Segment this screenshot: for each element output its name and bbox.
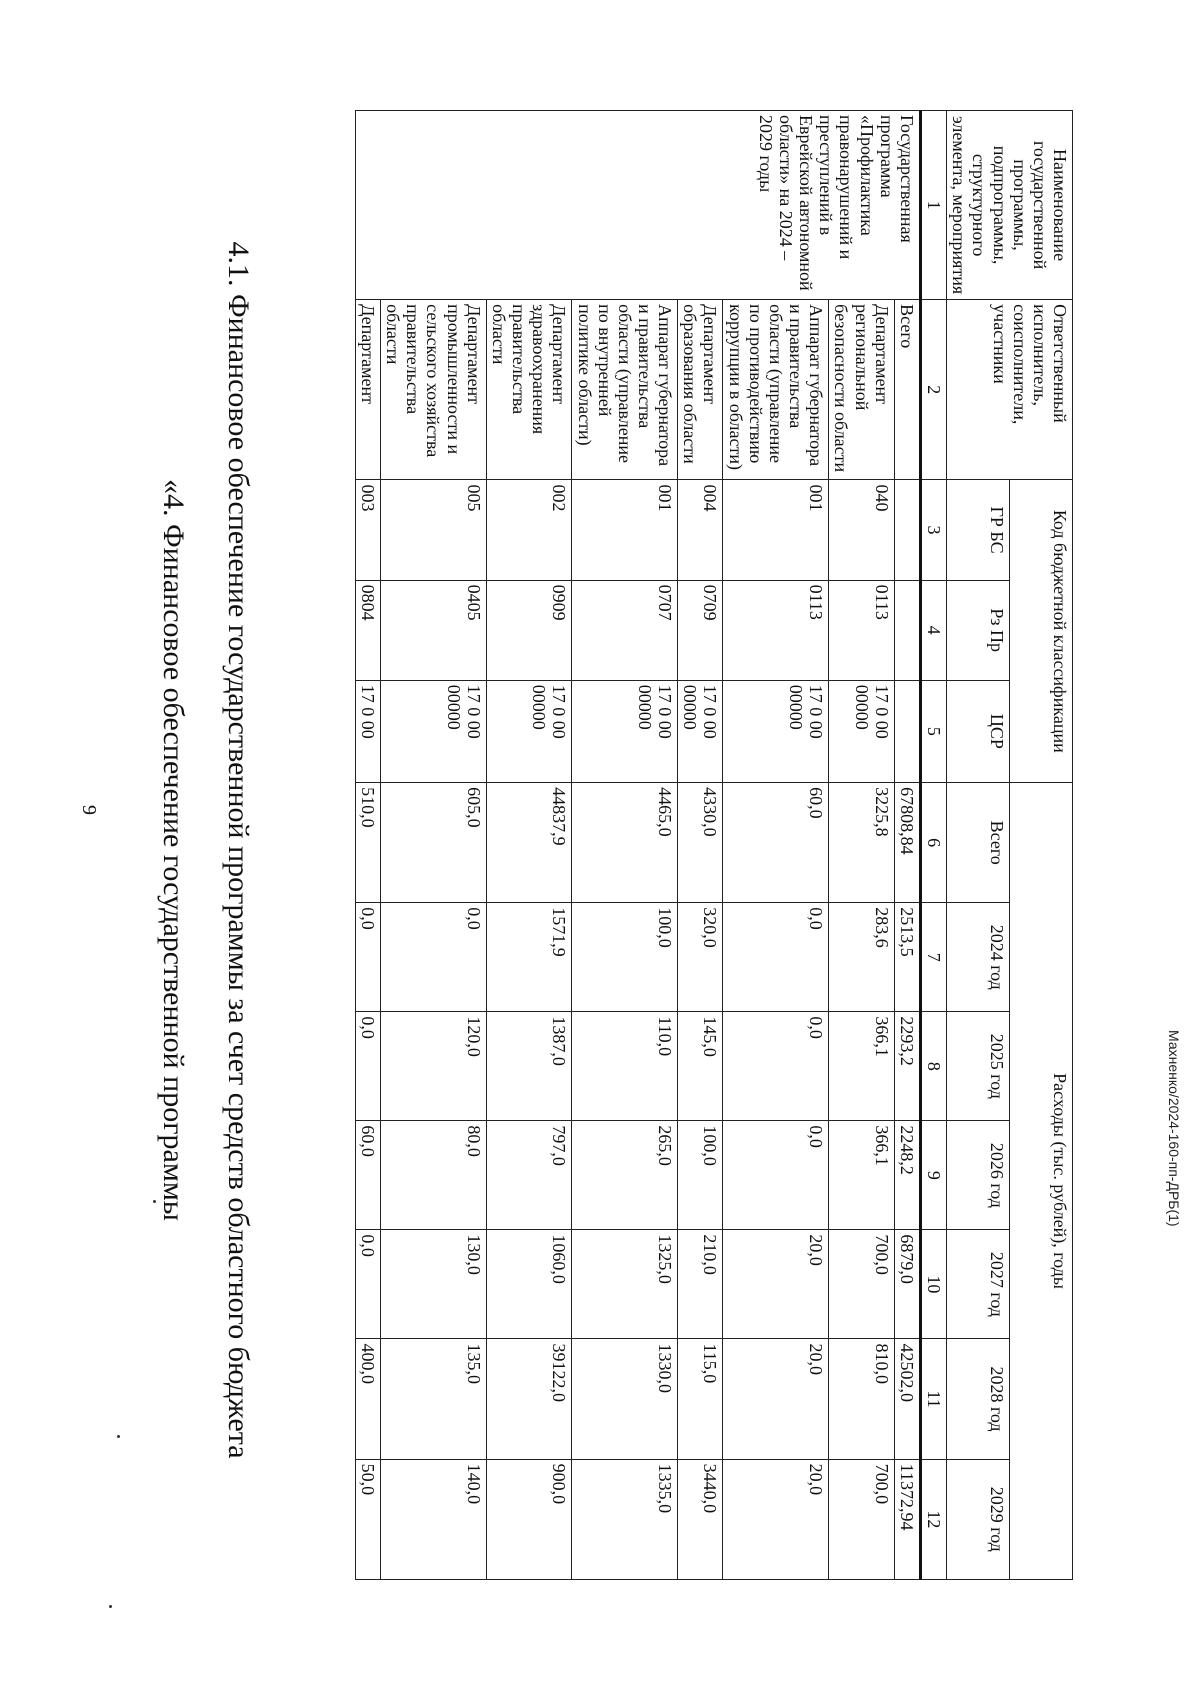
cell-y2029: 1335,0 [572,1459,678,1579]
cell-y2027: 20,0 [723,1230,829,1339]
cell-y2026: 60,0 [355,1121,380,1230]
header-name: Наименование государственной программы, подпрограммы, структурного элемента, мероприятия [947,111,1073,300]
cell-rzpr: 0405 [381,580,487,680]
cell-y2025: 0,0 [723,1012,829,1121]
cell-y2024: 0,0 [381,903,487,1012]
cell-rzpr: 0804 [355,580,380,680]
cell-executor: Аппарат губернатора и правительства области (управление по противодействию коррупции в области) [723,300,829,480]
cell-y2027: 0,0 [355,1230,380,1339]
cell-grbs: 004 [678,480,723,580]
table-row [355,111,380,1580]
cell-y2025: 2293,2 [894,1012,920,1121]
table-row [572,111,678,1580]
col-num: 8 [920,1012,946,1121]
header-rzpr: Рз Пр [947,580,1010,680]
cell-csr: 17 0 00 00000 [829,680,894,782]
cell-csr: 17 0 00 00000 [723,680,829,782]
header-expenses: Расходы (тыс. рублей), годы [1010,783,1073,1580]
cell-y2028: 135,0 [381,1339,487,1459]
cell-y2029: 20,0 [723,1459,829,1579]
col-num: 11 [920,1339,946,1459]
cell-y2027: 210,0 [678,1230,723,1339]
subsection-title: 4.1. Финансовое обеспечение государственной программы за счет средств областного бюджета [222,241,255,1459]
cell-rzpr [894,580,920,680]
scan-speck [153,1200,156,1203]
col-num: 1 [920,111,946,300]
cell-executor: Департамент здравоохранения правительства области [486,300,572,480]
column-number-row [920,111,946,1580]
col-num: 4 [920,580,946,680]
cell-y2028: 115,0 [678,1339,723,1459]
cell-grbs: 005 [381,480,487,580]
cell-y2028: 20,0 [723,1339,829,1459]
cell-csr: 17 0 00 00000 [678,680,723,782]
cell-grbs [894,480,920,580]
scan-speck [109,1605,112,1608]
col-num: 6 [920,783,946,903]
header-2024: 2024 год [947,903,1010,1012]
header-row-1 [1010,111,1073,1580]
scan-speck [117,1435,120,1438]
cell-y2029: 700,0 [829,1459,894,1579]
header-2028: 2028 год [947,1339,1010,1459]
cell-y2028: 42502,0 [894,1339,920,1459]
cell-y2024: 283,6 [829,903,894,1012]
cell-executor: Департамент региональной безопасности области [829,300,894,480]
cell-grbs: 002 [486,480,572,580]
cell-y2028: 400,0 [355,1339,380,1459]
cell-y2026: 100,0 [678,1121,723,1230]
col-num: 3 [920,480,946,580]
cell-y2028: 810,0 [829,1339,894,1459]
footer-code: Махненко/2024-160-пп-ДРБ(1) [1166,1030,1182,1227]
cell-y2024: 100,0 [572,903,678,1012]
cell-y2024: 0,0 [355,903,380,1012]
table-row [894,111,920,1580]
header-2029: 2029 год [947,1459,1010,1579]
cell-y2027: 1060,0 [486,1230,572,1339]
col-num: 10 [920,1230,946,1339]
cell-y2026: 0,0 [723,1121,829,1230]
header-total: Всего [947,783,1010,903]
cell-y2027: 6879,0 [894,1230,920,1339]
cell-csr: 17 0 00 00000 [486,680,572,782]
cell-executor: Департамент [355,300,380,480]
cell-executor: Департамент промышленности и сельского хозяйства правительства области [381,300,487,480]
cell-total: 67808,84 [894,783,920,903]
cell-rzpr: 0709 [678,580,723,680]
cell-y2029: 50,0 [355,1459,380,1579]
finance-table [355,110,1073,1580]
cell-y2025: 1387,0 [486,1012,572,1121]
cell-total: 510,0 [355,783,380,903]
cell-csr [894,680,920,782]
cell-rzpr: 0909 [486,580,572,680]
cell-executor: Департамент образования области [678,300,723,480]
cell-y2029: 140,0 [381,1459,487,1579]
header-2027: 2027 год [947,1230,1010,1339]
cell-rzpr: 0113 [723,580,829,680]
cell-csr: 17 0 00 [355,680,380,782]
cell-total: 605,0 [381,783,487,903]
cell-grbs: 001 [723,480,829,580]
cell-grbs: 003 [355,480,380,580]
cell-executor: Всего [894,300,920,480]
cell-y2026: 265,0 [572,1121,678,1230]
cell-total: 44837,9 [486,783,572,903]
col-num: 12 [920,1459,946,1579]
table-row [829,111,894,1580]
cell-total: 3225,8 [829,783,894,903]
table-row [723,111,829,1580]
cell-csr: 17 0 00 00000 [572,680,678,782]
cell-y2026: 366,1 [829,1121,894,1230]
cell-y2026: 80,0 [381,1121,487,1230]
cell-y2029: 11372,94 [894,1459,920,1579]
cell-y2024: 0,0 [723,903,829,1012]
cell-y2024: 1571,9 [486,903,572,1012]
cell-y2025: 366,1 [829,1012,894,1121]
header-grbs: ГР БС [947,480,1010,580]
cell-y2027: 700,0 [829,1230,894,1339]
cell-y2028: 39122,0 [486,1339,572,1459]
cell-y2025: 145,0 [678,1012,723,1121]
cell-y2029: 900,0 [486,1459,572,1579]
cell-y2025: 120,0 [381,1012,487,1121]
cell-y2025: 0,0 [355,1012,380,1121]
cell-csr: 17 0 00 00000 [381,680,487,782]
header-csr: ЦСР [947,680,1010,782]
header-2025: 2025 год [947,1012,1010,1121]
col-num: 2 [920,300,946,480]
header-2026: 2026 год [947,1121,1010,1230]
table-row [381,111,487,1580]
cell-executor: Аппарат губернатора и правительства области (управление по внутренней политике области) [572,300,678,480]
cell-y2024: 320,0 [678,903,723,1012]
cell-rzpr: 0113 [829,580,894,680]
cell-y2026: 797,0 [486,1121,572,1230]
header-budget-code: Код бюджетной классификации [1010,480,1073,783]
cell-total: 4330,0 [678,783,723,903]
section-title: «4. Финансовое обеспечение государственной программы [157,479,190,1221]
cell-total: 60,0 [723,783,829,903]
table-body [355,111,920,1580]
cell-y2027: 1325,0 [572,1230,678,1339]
cell-rzpr: 0707 [572,580,678,680]
cell-y2027: 130,0 [381,1230,487,1339]
cell-grbs: 040 [829,480,894,580]
cell-total: 4465,0 [572,783,678,903]
cell-y2024: 2513,5 [894,903,920,1012]
table-row [486,111,572,1580]
header-executor: Ответственный исполнитель, соисполнители, участники [947,300,1073,480]
col-num: 5 [920,680,946,782]
cell-y2025: 110,0 [572,1012,678,1121]
cell-y2028: 1330,0 [572,1339,678,1459]
col-num: 7 [920,903,946,1012]
table-row [678,111,723,1580]
cell-y2029: 3440,0 [678,1459,723,1579]
page-number: 9 [78,805,100,815]
cell-grbs: 001 [572,480,678,580]
col-num: 9 [920,1121,946,1230]
cell-y2026: 2248,2 [894,1121,920,1230]
program-name-cell: Государственная программа «Профилактика правонарушений и преступлений в Еврейской автономной области» на 2024 – 2029 годы [355,111,920,300]
